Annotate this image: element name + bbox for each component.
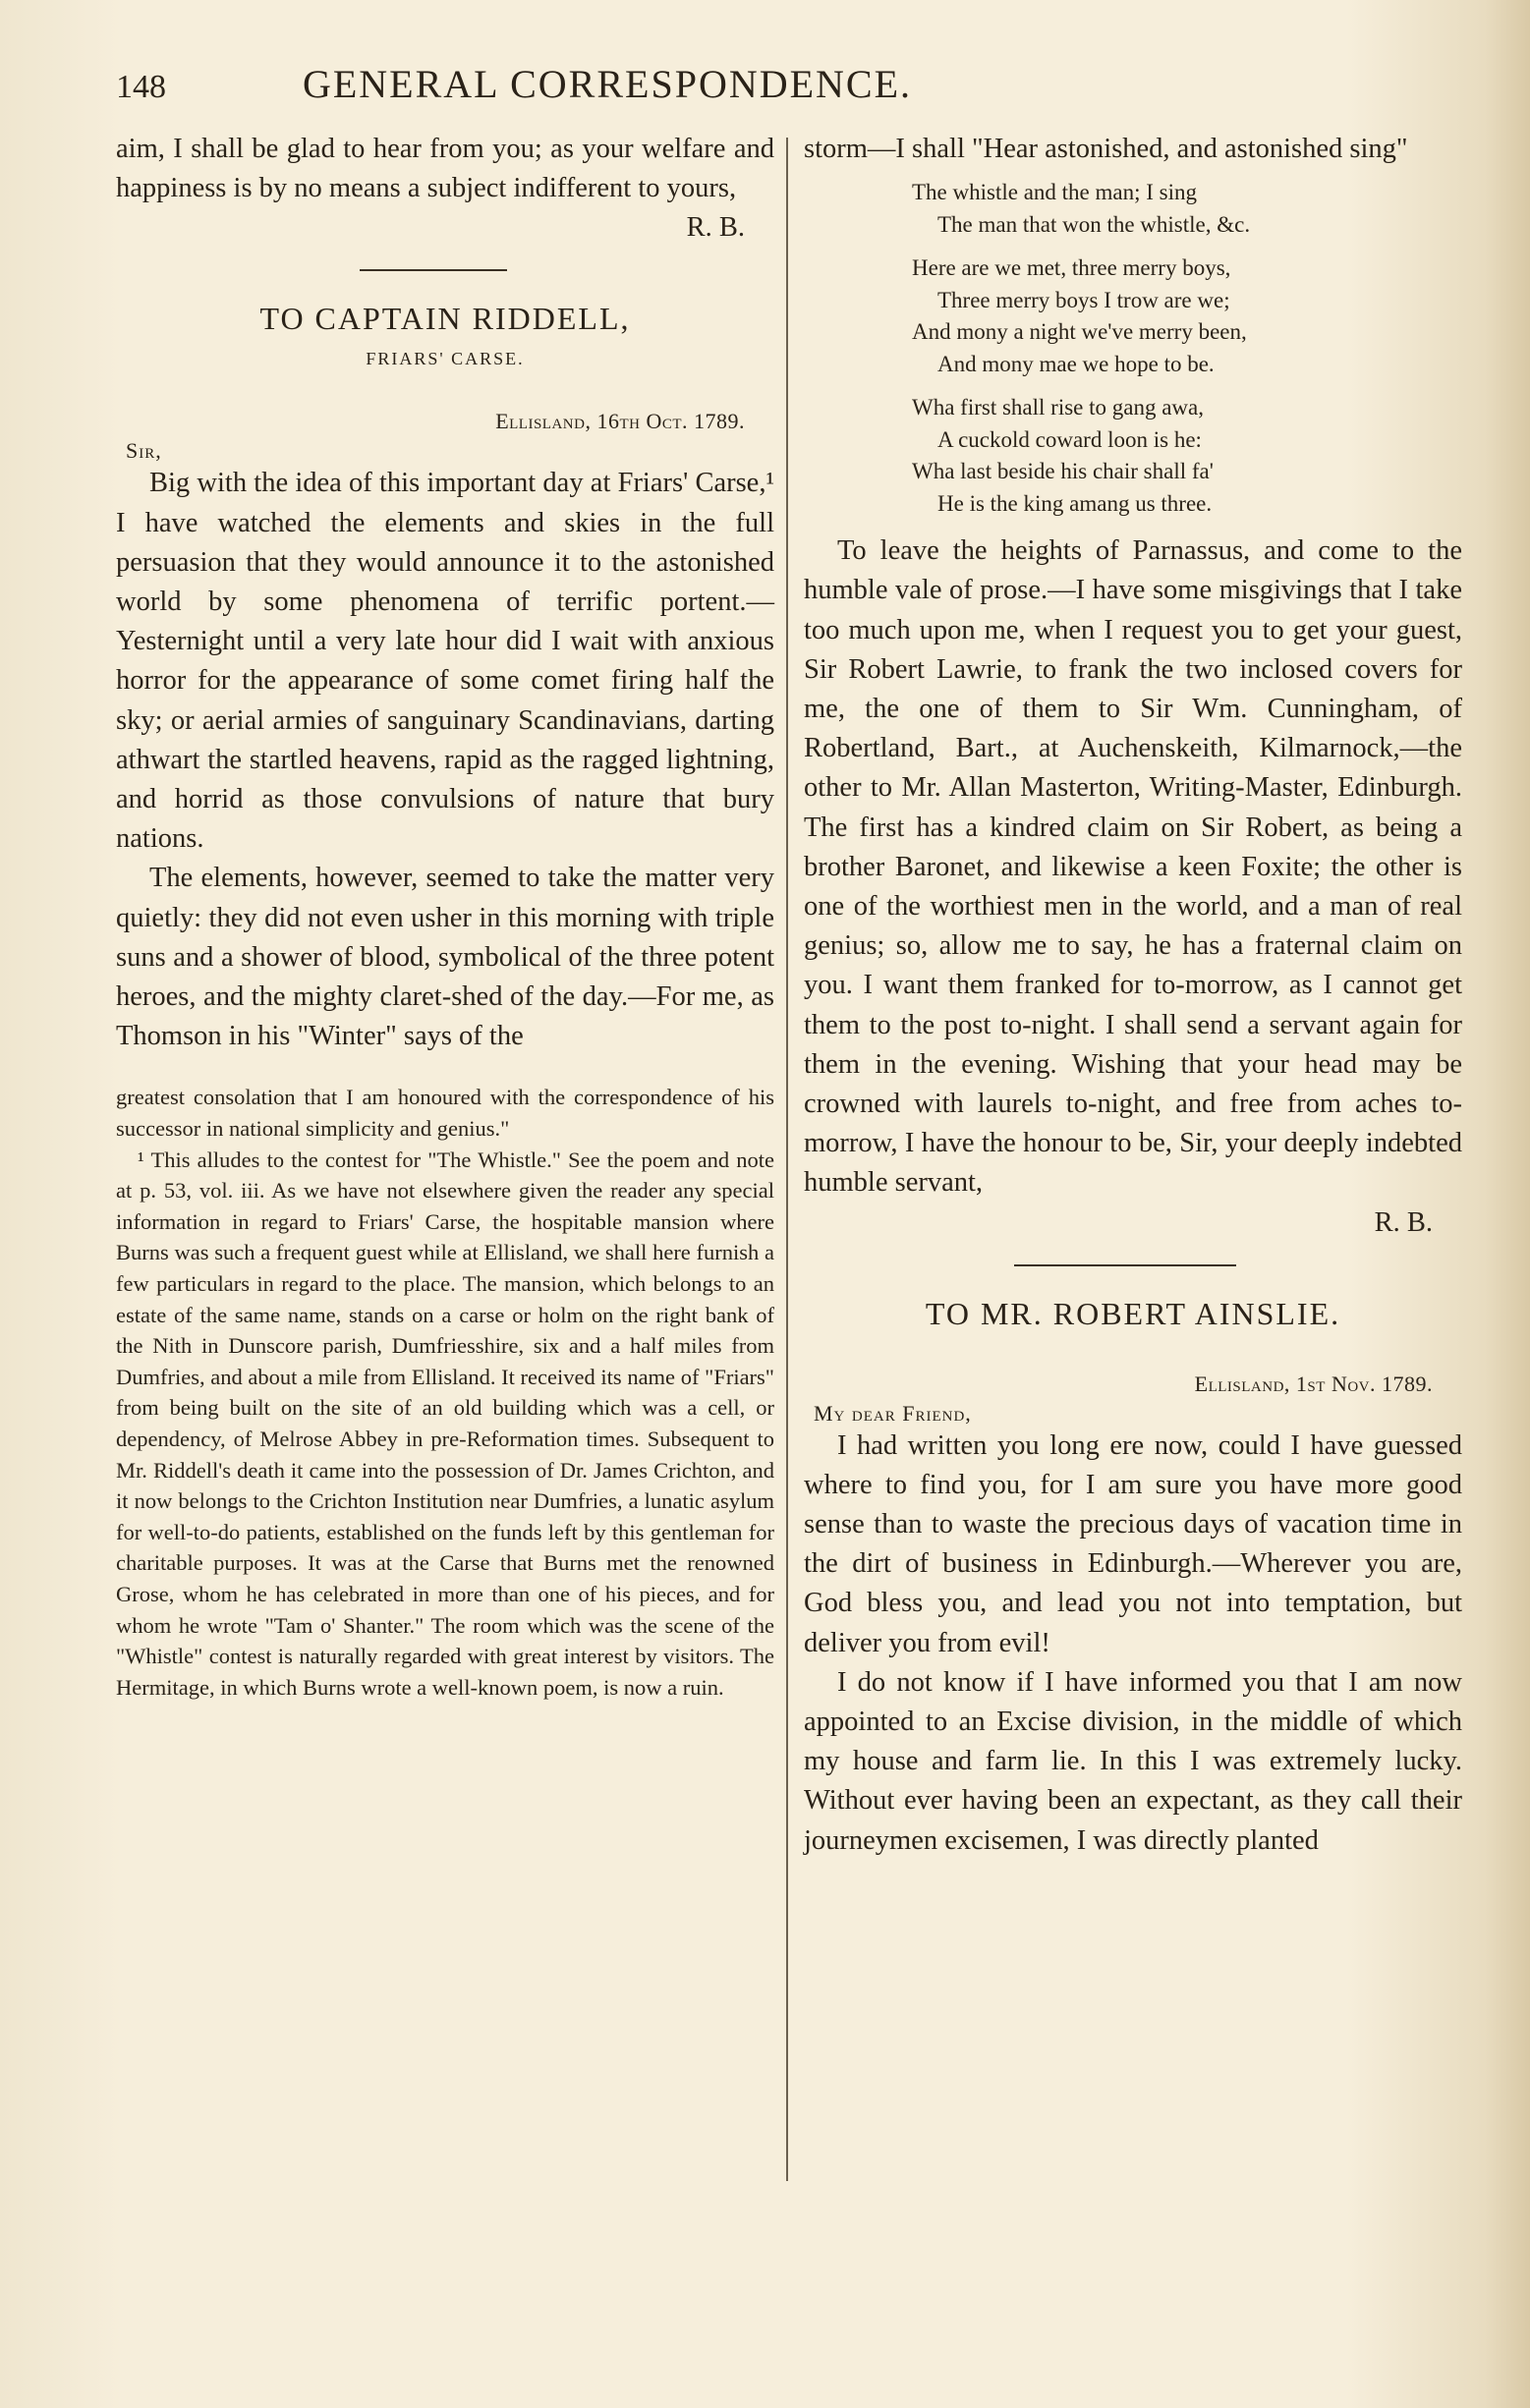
section-rule: [360, 269, 507, 271]
letter-subtitle: FRIARS' CARSE.: [366, 349, 525, 369]
footnote-continued: greatest consolation that I am honoured with the correspondence of his successor in national simplicity and genius.": [116, 1085, 774, 1142]
letter-paragraph: The elements, however, seemed to take the matter very quietly: they did not even usher in this morning with triple suns and a shower of blood, symbolical of the three potent heroes, and the mighty claret-shed of the day.—For me, as Thomson in his "Winter" says of the: [116, 863, 774, 1052]
verse: [912, 177, 1462, 520]
section-rule: [1014, 1264, 1236, 1266]
stanza: [912, 392, 1462, 520]
verse-line: He is the king amang us three.: [937, 490, 1213, 516]
continued-text: aim, I shall be glad to hear from you; as your welfare and happiness is by no means a subject indifferent to yours,: [116, 134, 774, 204]
letter-paragraph: To leave the heights of Parnassus, and come to the humble vale of prose.—I have some misgivings that I take too much upon me, when I request you to get your guest, Sir Robert Lawrie, to frank the two inclosed covers for me, the one of them to Sir Wm. Cunningham, of Robertland, Bart., at Auchenskeith, Kilmarnock,—the other to Mr. Allan Masterton, Writing-Master, Edinburgh. The first has a kindred claim on Sir Robert, as being a brother Baronet, and likewise a keen Foxite; the other is one of the worthiest men in the world, and a man of real genius; so, allow me to say, he has a fraternal claim on you. I want them franked for to-morrow, as I cannot get them to the post to-night. I shall send a servant again for them in the evening. Wishing that your head may be crowned with laurels to-night, and free from aches to-morrow, I have the honour to be, Sir, your deeply indebted humble servant,: [804, 535, 1462, 1199]
signature: R. B.: [1374, 1206, 1433, 1238]
verse-line: A cuckold coward loon is he:: [937, 426, 1202, 452]
column-divider: [786, 138, 788, 2181]
stanza: [912, 252, 1462, 380]
letter-paragraph: Big with the idea of this important day at Friars' Carse,¹ I have watched the elements and skies in the full persuasion that they would announce it to the astonished world by some phenomena of terrific portent.—Yesternight until a very late hour did I wait with anxious horror for the appearance of some comet firing half the sky; or aerial armies of sanguinary Scandinavians, darting athwart the startled heavens, rapid as the ragged lightning, and horrid as those convulsions of nature that bury nations.: [116, 468, 774, 855]
verse-line: The whistle and the man; I sing: [912, 180, 1197, 205]
verse-line: And mony a night we've merry been,: [912, 319, 1247, 345]
dateline: Ellisland, 1st Nov. 1789.: [1194, 1371, 1433, 1396]
letter-title: TO CAPTAIN RIDDELL,: [259, 301, 631, 337]
verse-line: The man that won the whistle, &c.: [937, 211, 1251, 237]
right-column: [804, 130, 1462, 1861]
verse-line: Wha last beside his chair shall fa': [912, 459, 1214, 484]
salutation: My dear Friend,: [814, 1400, 972, 1426]
verse-line: Three merry boys I trow are we;: [937, 287, 1230, 312]
running-title: GENERAL CORRESPONDENCE.: [302, 62, 913, 106]
footnote-1: ¹ This alludes to the contest for "The Whistle." See the poem and note at p. 53, vol. iii. As we have not elsewhere given the reader any special information in regard to Friars' Carse, the hospitable mansion where Burns was such a frequent guest while at Ellisland, we shall here furnish a few particulars in regard to the place. The mansion, which belongs to an estate of the same name, stands on a carse or holm on the right bank of the Nith in Dunscore parish, Dumfriesshire, six and a half miles from Dumfries, and about a mile from Ellisland. It received its name of "Friars" from being built on the site of an old building which was a cell, or dependency, of Melrose Abbey in pre-Reformation times. Subsequent to Mr. Riddell's death it came into the possession of Dr. James Crichton, and it now belongs to the Crichton Institution near Dumfries, a lunatic asylum for well-to-do patients, established on the funds left by this gentleman for charitable purposes. It was at the Carse that Burns met the renowned Grose, whom he has celebrated in more than one of his pieces, and for whom he wrote "Tam o' Shanter." The room which was the scene of the "Whistle" contest is naturally regarded with great interest by visitors. The Hermitage, in which Burns wrote a well-known poem, is now a ruin.: [116, 1147, 774, 1700]
verse-line: Here are we met, three merry boys,: [912, 255, 1231, 281]
continued-text: storm—I shall "Hear astonished, and astonished sing": [804, 134, 1408, 164]
verse-line: And mony mae we hope to be.: [937, 351, 1215, 376]
letter-paragraph: I had written you long ere now, could I have guessed where to find you, for I am sure you have more good sense than to waste the precious days of vacation time in the dirt of business in Edinburgh.—Wherever you are, God bless you, and lead you not into temptation, but deliver you from evil!: [804, 1429, 1462, 1658]
signature: R. B.: [686, 212, 745, 244]
stanza: [912, 177, 1462, 241]
page-number: 148: [116, 69, 166, 105]
verse-line: Wha first shall rise to gang awa,: [912, 395, 1204, 420]
page-header: [116, 61, 1099, 120]
letter-paragraph: I do not know if I have informed you that I am now appointed to an Excise division, in the middle of which my house and farm lie. In this I was extremely lucky. Without ever having been an expectant, as they call their journeymen excisemen, I was directly planted: [804, 1666, 1462, 1856]
letter-title: TO MR. ROBERT AINSLIE.: [925, 1295, 1341, 1331]
left-column: [116, 130, 774, 1703]
footnotes: [116, 1082, 774, 1703]
dateline: Ellisland, 16th Oct. 1789.: [495, 409, 745, 434]
salutation: Sir,: [126, 438, 162, 464]
